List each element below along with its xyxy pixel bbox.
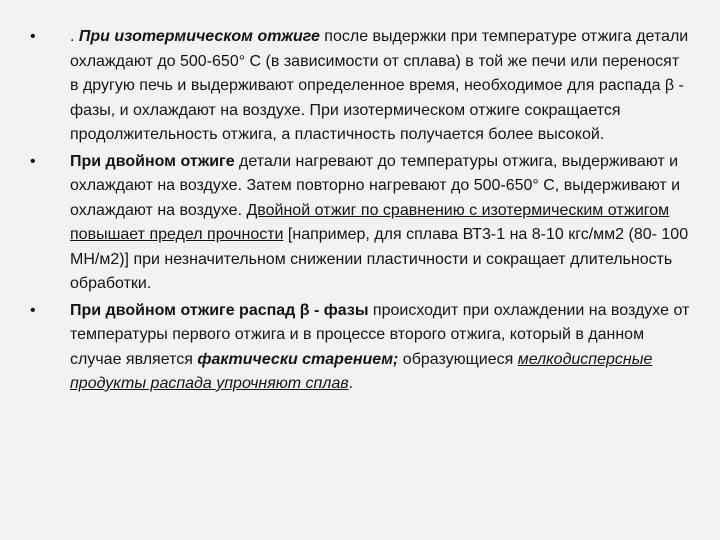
term-isothermal-annealing: При изотермическом отжиге <box>78 28 320 45</box>
underlined-strengthening-statement: мелкодисперсные продукты распада упрочняют сплав <box>70 350 653 392</box>
term-double-annealing: При двойном отжиге <box>70 152 235 170</box>
bullet-list <box>30 25 690 397</box>
bullet-dot-icon: • <box>30 152 36 170</box>
bullet-double-annealing <box>30 150 690 297</box>
bullet-dot-icon: • <box>30 28 36 45</box>
bullet-dot-icon: • <box>30 301 36 319</box>
bullet-beta-phase-decomposition <box>30 299 690 397</box>
bullet-end: . <box>348 375 354 392</box>
bullet-text-continued: образующиеся <box>398 350 518 368</box>
bullet-text-continued: [например, для сплава ВТ3-1 на 8-10 кгс/мм2 (80- 100 МН/м2)] при незначительном снижении пластичности и сокращает длительность обработки. <box>70 226 689 292</box>
underlined-strength-statement: Двойной отжиг по сравнению с изотермическим отжигом повышает предел прочности <box>70 201 670 243</box>
bullet-text: после выдержки при температуре отжига детали охлаждают до 500-650° С (в зависимости от сплава) в той же печи или переносят в другую печь и выдерживают определенное время, необходимое для распада β - фазы, и охлаждают на воздухе. При изотермическом отжиге сокращается продолжительность отжига, а пластичность получается более высокой. <box>70 28 689 143</box>
bullet-text: детали нагревают до температуры отжига, выдерживают и охлаждают на воздухе. Затем повторно нагревают до 500-650° С, выдерживают и охлаждают на воздухе. <box>70 152 681 219</box>
term-beta-phase-decomposition: При двойном отжиге распад β - фазы <box>70 301 369 319</box>
bullet-prefix: . <box>70 28 79 45</box>
bullet-isothermal-annealing <box>30 25 690 148</box>
emphasis-aging: фактически старением; <box>197 350 399 368</box>
bullet-text: происходит при охлаждении на воздухе от температуры первого отжига и в процессе второго отжига, который в данном случае является <box>70 301 690 368</box>
